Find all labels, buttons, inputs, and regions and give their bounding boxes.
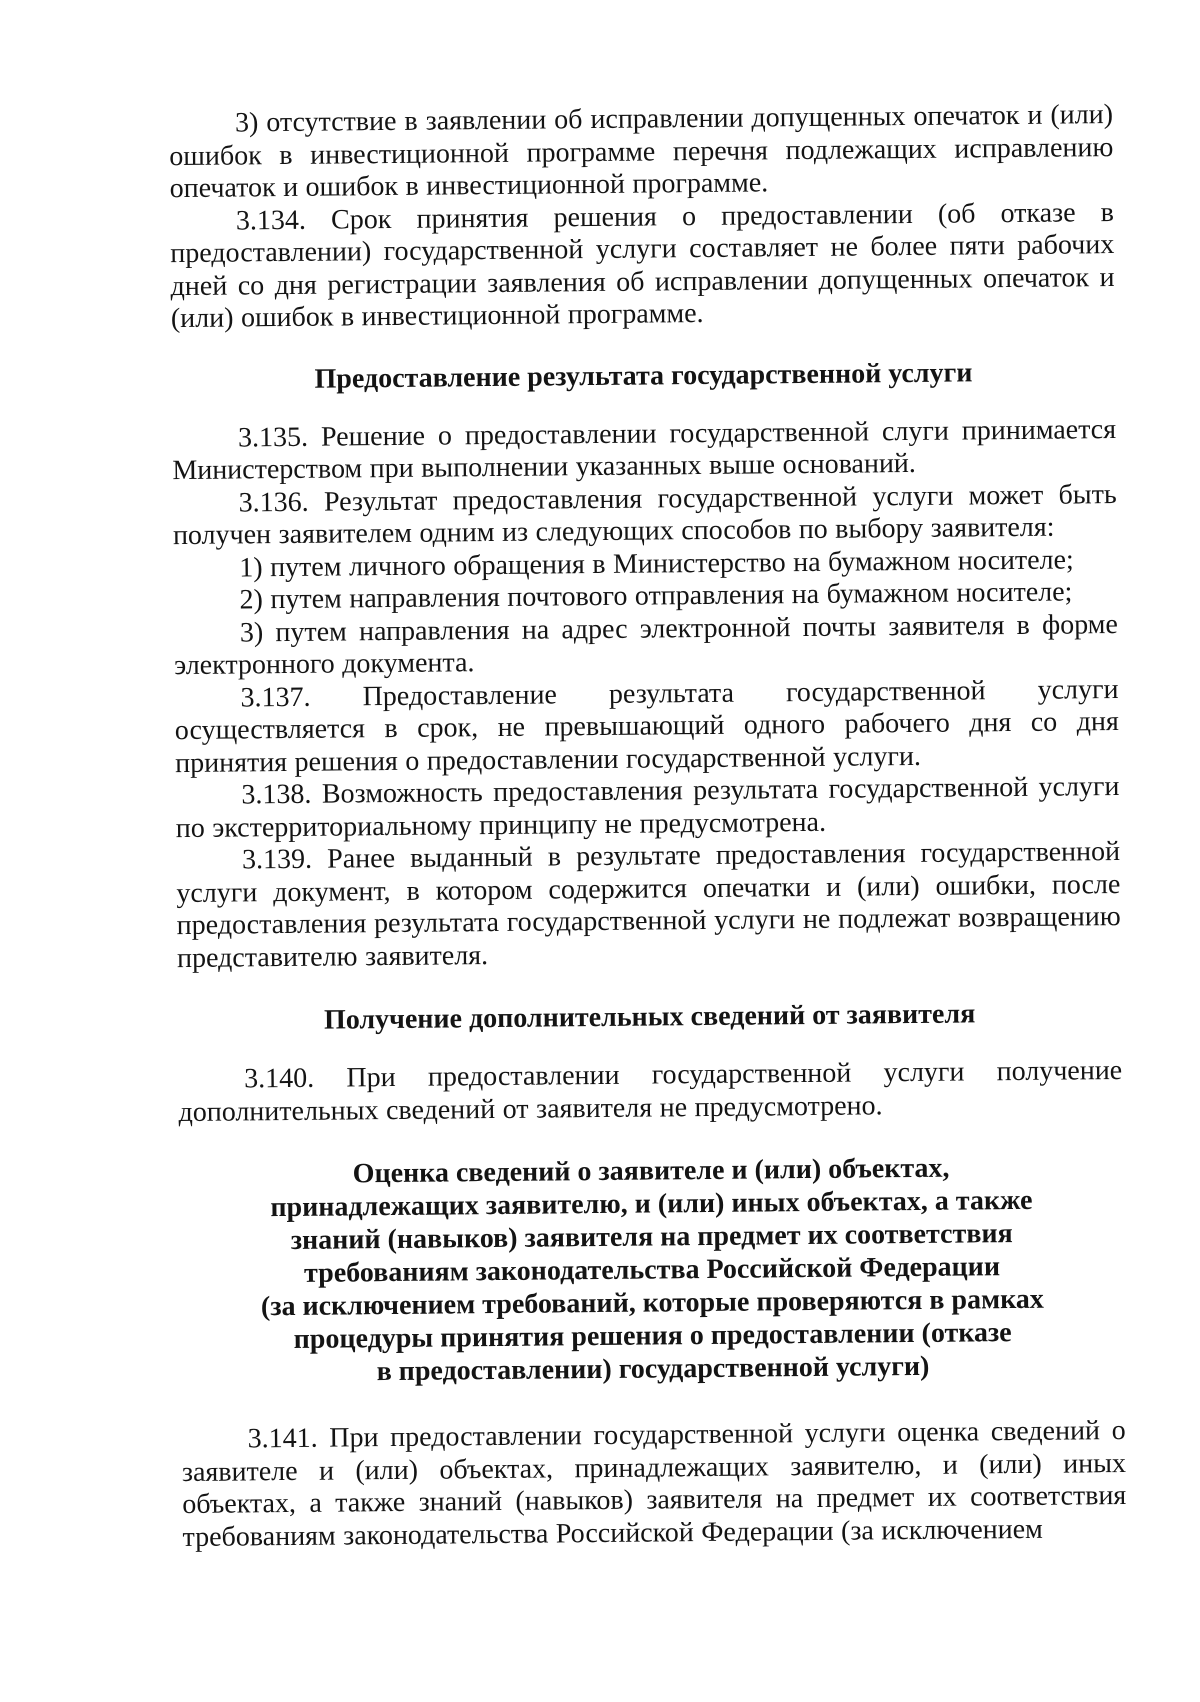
- section-heading-assessment: [179, 1150, 1125, 1390]
- section-heading-result: Предоставление результата государственной услуги: [314, 356, 973, 395]
- heading-line: в предоставлении) государственной услуги): [376, 1350, 930, 1388]
- heading-line: знаний (навыков) заявителя на предмет их соответствия: [290, 1218, 1013, 1256]
- list-item-2-mail: 2) путем направления почтового отправления на бумажном носителе;: [239, 576, 1073, 616]
- heading-line: Оценка сведений о заявителе и (или) объектах,: [352, 1152, 950, 1190]
- list-item-1-personal: 1) путем личного обращения в Министерство на бумажном носителе;: [239, 543, 1074, 583]
- paragraph-3-140: 3.140. При предоставлении государственной услуги получение дополнительных сведений от заявителя не предусмотрено.: [178, 1054, 1123, 1128]
- paragraph-3-136: 3.136. Результат предоставления государственной услуги может быть получен заявителем одним из следующих способов по выбору заявителя:: [172, 478, 1117, 552]
- list-item-3-email: 3) путем направления на адрес электронной почты заявителя в форме электронного документа.: [174, 608, 1119, 682]
- document-body: [169, 99, 1127, 1554]
- paragraph-3-138: 3.138. Возможность предоставления результата государственной услуги по экстерриториальному принципу не предусмотрена.: [175, 771, 1120, 844]
- heading-line: процедуры принятия решения о предоставлении (отказе: [293, 1317, 1012, 1355]
- paragraph-3-134: 3.134. Срок принятия решения о предоставлении (об отказе в предоставлении) государственной услуги составляет не более пяти рабочих дней со дня регистрации заявления об исправлении допущенных опечаток и (или) ошибок в инвестиционной программе.: [170, 196, 1115, 335]
- paragraph-3-141: 3.141. При предоставлении государственной услуги оценка сведений о заявителе и (или) объектах, принадлежащих заявителю, и (или) иных объектах, а также знаний (навыков) заявителя на предмет их соответствия требованиям законодательства Российской Федерации (за исключением: [181, 1414, 1127, 1553]
- paragraph-item-3-reason: 3) отсутствие в заявлении об исправлении допущенных опечаток и (или) ошибок в инвестиционной программе перечня подлежащих исправлению опечаток и ошибок в инвестиционной программе.: [169, 99, 1114, 205]
- paragraph-3-139: 3.139. Ранее выданный в результате предоставления государственной услуги документ, в котором содержится опечатки и (или) ошибки, после предоставления результата государственной услуги не подлежат возвращению представителю заявителя.: [176, 836, 1121, 974]
- heading-line: (за исключением требований, которые проверяются в рамках: [260, 1283, 1044, 1323]
- paragraph-3-137: 3.137. Предоставление результата государственной услуги осуществляется в срок, не превышающий одного рабочего дня со дня принятия решения о предоставлении государственной услуги.: [174, 673, 1119, 779]
- section-heading-additional-info: Получение дополнительных сведений от заявителя: [323, 998, 976, 1036]
- heading-line: требованиям законодательства Российской Федерации: [303, 1251, 1001, 1289]
- heading-line: принадлежащих заявителю, и (или) иных объектах, а также: [270, 1184, 1033, 1224]
- paragraph-3-135: 3.135. Решение о предоставлении государственной слуги принимается Министерством при выполнении указанных выше оснований.: [172, 413, 1117, 487]
